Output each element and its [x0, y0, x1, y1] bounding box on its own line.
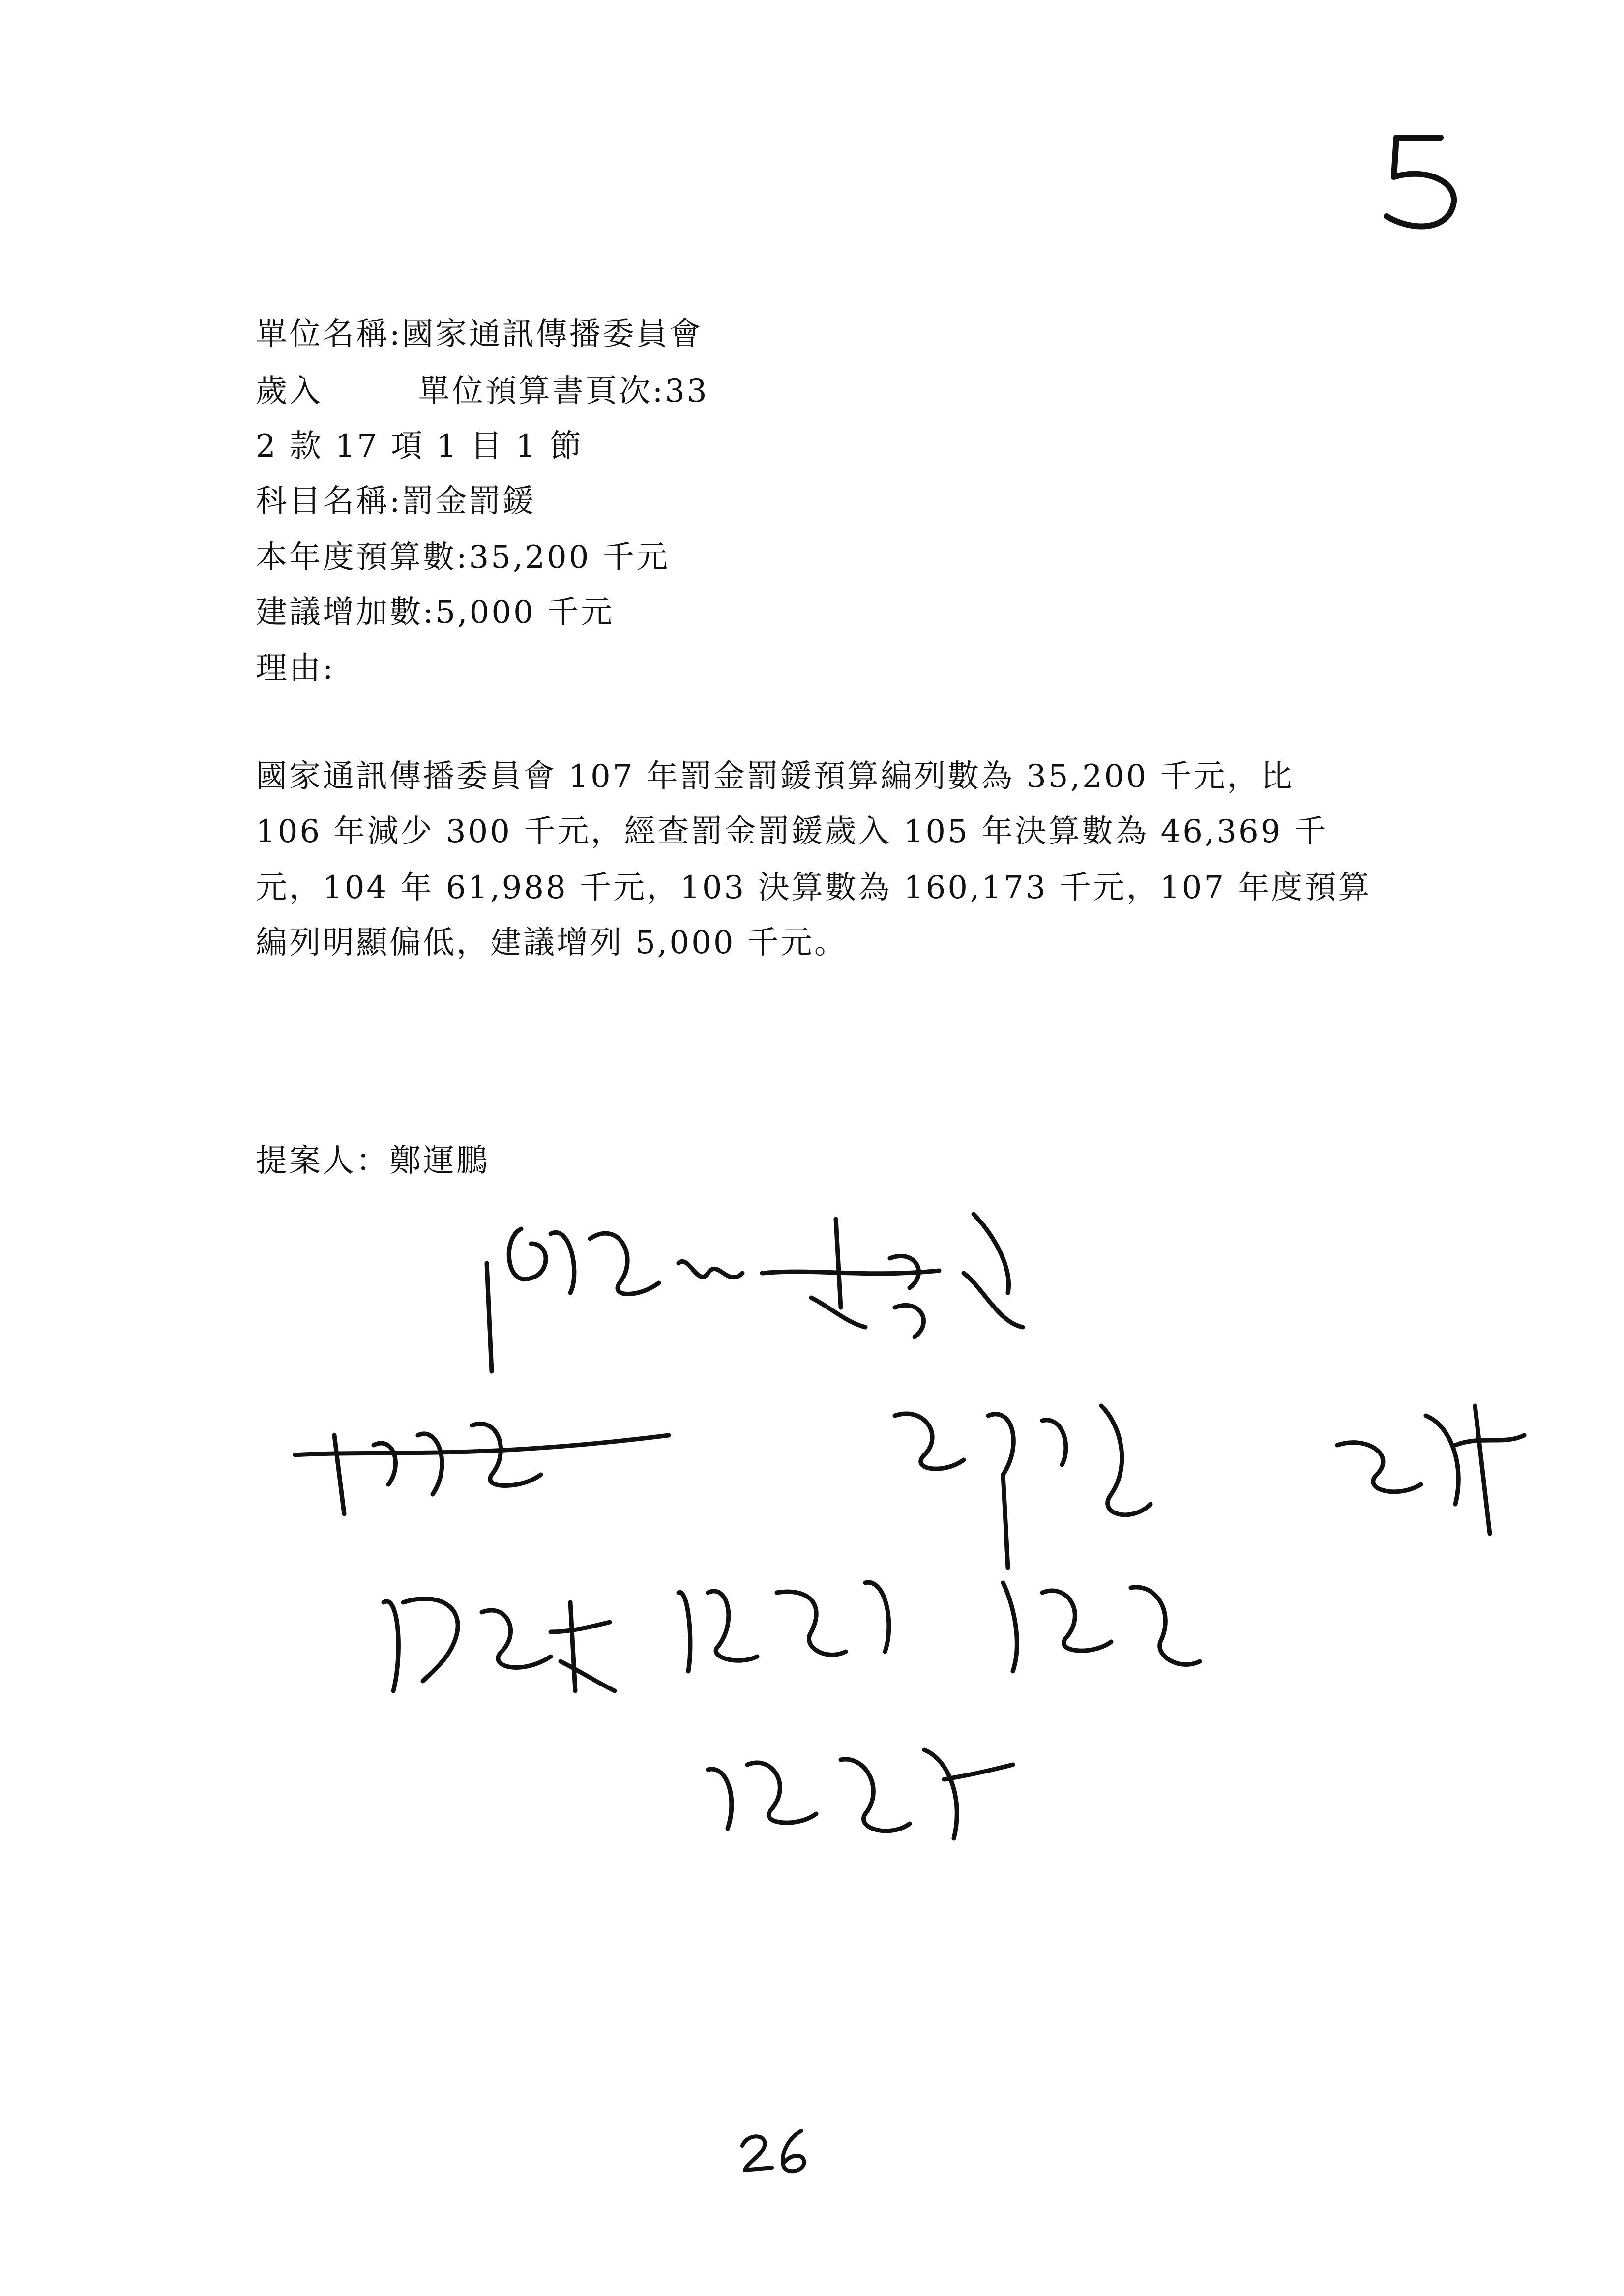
budget-amount-line: 本年度預算數:35,200 千元 [256, 539, 670, 576]
reason-paragraph-line-2: 106 年減少 300 千元，經查罰金罰鍰歲入 105 年決算數為 46,369 千 [256, 814, 1328, 850]
signature-block [275, 1160, 1573, 1897]
signature-2 [295, 1406, 1524, 1568]
reason-paragraph-line-1: 國家通訊傳播委員會 107 年罰金罰鍰預算編列數為 35,200 千元，比 [256, 758, 1294, 795]
proposed-increase-line: 建議增加數:5,000 千元 [256, 594, 615, 631]
reason-paragraph-line-4: 編列明顯偏低，建議增列 5,000 千元。 [256, 925, 848, 961]
reason-paragraph-line-3: 元，104 年 61,988 千元，103 決算數為 160,173 千元，107 年度預算 [256, 870, 1372, 906]
proposer-line: 提案人：鄭運鵬 [256, 1143, 490, 1179]
signature-1 [487, 1214, 1023, 1371]
section-line: 2 款 17 項 1 目 1 節 [256, 428, 583, 465]
reason-label: 理由: [256, 650, 335, 687]
subject-name-line: 科目名稱:罰金罰鍰 [256, 483, 536, 520]
handwritten-footer-page-number [738, 2123, 816, 2178]
signature-3 [384, 1582, 1200, 1691]
unit-name-line: 單位名稱:國家通訊傳播委員會 [256, 316, 703, 352]
revenue-page-line: 歲入 單位預算書頁次:33 [256, 373, 709, 409]
signature-4 [708, 1750, 1013, 1838]
handwritten-page-label [1367, 123, 1475, 241]
